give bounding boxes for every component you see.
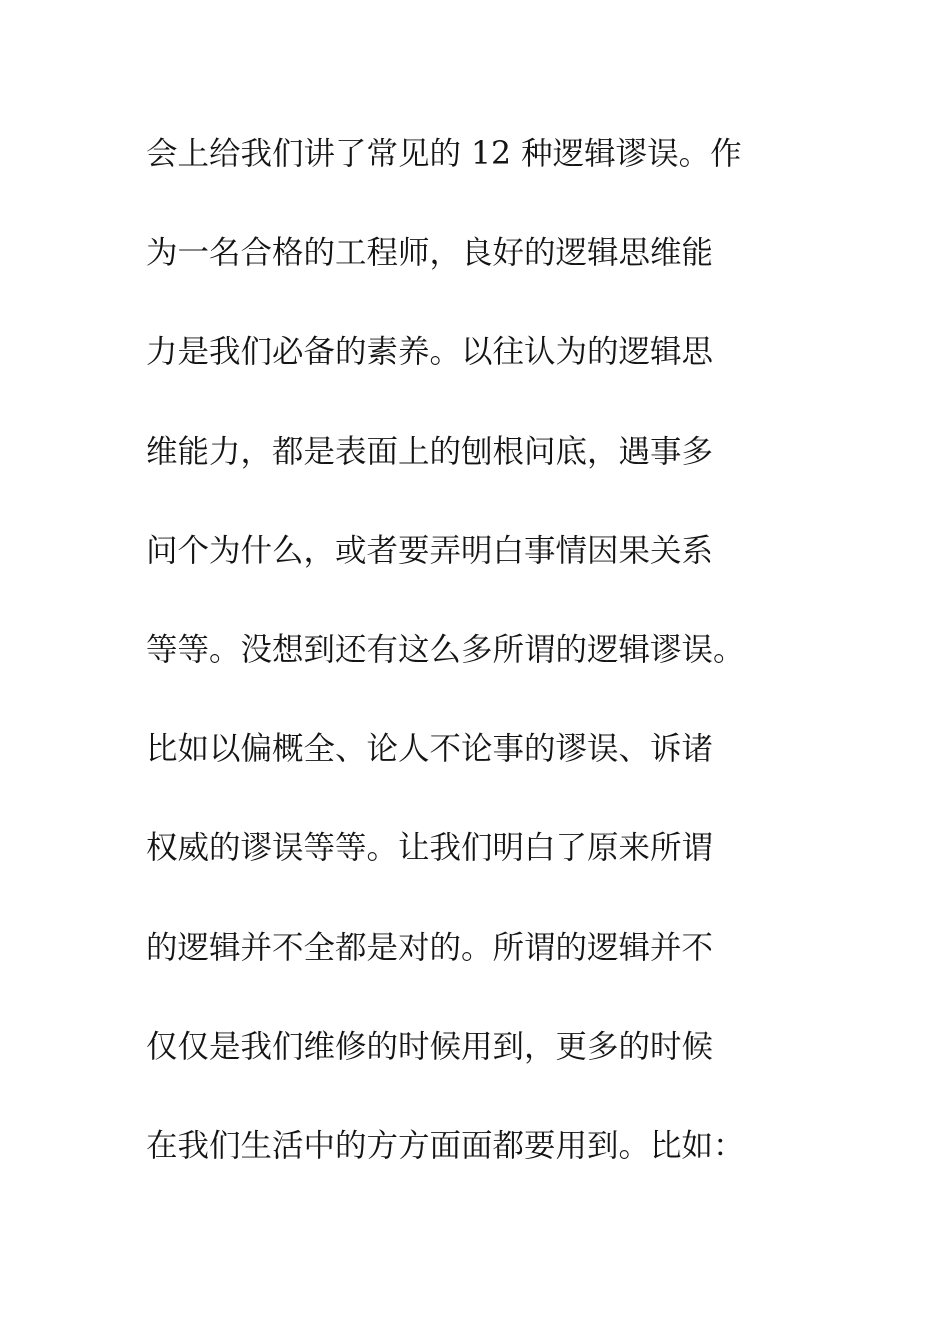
body-text — [146, 126, 826, 1217]
text-line: 权威的谬误等等。让我们明白了原来所谓 — [146, 830, 714, 867]
text-line: 等等。没想到还有这么多所谓的逻辑谬误。 — [146, 631, 745, 668]
text-line: 力是我们必备的素养。以往认为的逻辑思 — [146, 334, 714, 371]
text-line: 维能力，都是表面上的刨根问底，遇事多 — [146, 433, 714, 470]
text-line: 为一名合格的工程师，良好的逻辑思维能 — [146, 235, 714, 272]
text-line: 问个为什么，或者要弄明白事情因果关系 — [146, 532, 714, 569]
text-line: 会上给我们讲了常见的 12 种逻辑谬误。作 — [146, 136, 742, 172]
text-line: 在我们生活中的方方面面都要用到。比如： — [146, 1127, 745, 1164]
text-line: 比如以偏概全、论人不论事的谬误、诉诸 — [146, 731, 714, 768]
text-line: 仅仅是我们维修的时候用到，更多的时候 — [146, 1028, 714, 1065]
text-line: 的逻辑并不全都是对的。所谓的逻辑并不 — [146, 929, 714, 966]
